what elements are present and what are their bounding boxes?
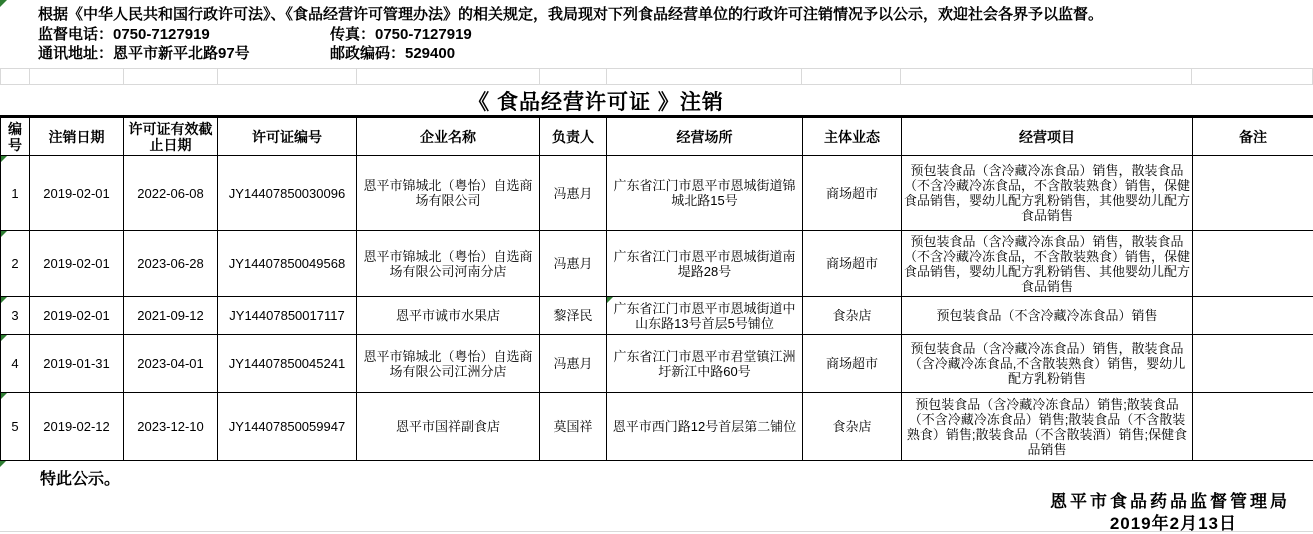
issuing-agency: 恩平市食品药品监督管理局 [1050,492,1290,511]
cell-expiry-date: 2022-06-08 [124,156,218,231]
cell-expiry-date: 2023-06-28 [124,231,218,297]
cell-license-no: JY14407850045241 [218,335,357,393]
table-header-row [1,118,1313,156]
header-place: 经营场所 [607,118,803,156]
cell-place: 广东省江门市恩平市恩城街道锦城北路15号 [607,156,803,231]
error-indicator-triangle [1,156,7,162]
intro-block [38,5,1103,64]
cell-no: 3 [1,297,30,335]
mailing-address: 通讯地址：恩平市新平北路97号 [38,45,250,62]
cell-expiry-date: 2023-04-01 [124,335,218,393]
cell-remark [1193,335,1313,393]
intro-paragraph: 根据《中华人民共和国行政许可法》、《食品经营许可管理办法》的相关规定，我局现对下列食品经营单位的行政许可注销情况予以公示，欢迎社会各界予以监督。 [38,6,1104,23]
cell-expiry-date: 2021-09-12 [124,297,218,335]
cell-company: 恩平市锦城北（粤怡）自选商场有限公司 [357,156,540,231]
cell-company: 恩平市诚市水果店 [357,297,540,335]
cell-person: 冯惠月 [540,231,607,297]
cell-no: 2 [1,231,30,297]
cell-person: 冯惠月 [540,335,607,393]
notice-text: 特此公示。 [40,471,121,488]
cell-license-no: JY14407850059947 [218,393,357,461]
cell-items: 预包装食品（含冷藏冷冻食品）销售;散装食品（不含冷藏冷冻食品）销售;散装食品（不含散装熟食）销售;散装食品（不含散装酒）销售;保健食品销售 [902,393,1193,461]
cell-business-type: 食杂店 [803,297,902,335]
cell-items: 预包装食品（含冷藏冷冻食品）销售，散装食品（不含冷藏冷冻食品，不含散装熟食）销售，保健食品销售，婴幼儿配方乳粉销售、其他婴幼儿配方食品销售 [902,231,1193,297]
supervision-phone: 监督电话：0750-7127919 [38,25,210,43]
title-row [0,86,1313,117]
table-row [1,393,1313,461]
cell-no: 4 [1,335,30,393]
cell-cancel-date: 2019-02-01 [30,297,124,335]
table-row [1,335,1313,393]
cell-person: 冯惠月 [540,156,607,231]
cell-place: 广东省江门市恩平市恩城街道中山东路13号首层5号铺位 [607,297,803,335]
table-row [1,156,1313,231]
cell-person: 莫国祥 [540,393,607,461]
cell-company: 恩平市锦城北（粤怡）自选商场有限公司江洲分店 [357,335,540,393]
cell-license-no: JY14407850030096 [218,156,357,231]
header-no: 编号 [1,118,30,156]
cell-cancel-date: 2019-02-12 [30,393,124,461]
cell-business-type: 商场超市 [803,335,902,393]
cell-license-no: JY14407850017117 [218,297,357,335]
error-indicator-triangle [1,335,7,341]
error-indicator-triangle [1,297,7,303]
fax-number: 传真：0750-7127919 [330,25,472,43]
empty-grid-row [0,68,1313,85]
cell-company: 恩平市国祥副食店 [357,393,540,461]
cell-no: 5 [1,393,30,461]
cell-place: 广东省江门市恩平市恩城街道南堤路28号 [607,231,803,297]
cell-items: 预包装食品（含冷藏冷冻食品）销售，散装食品（不含冷藏冷冻食品，不含散装熟食）销售，保健食品销售，婴幼儿配方乳粉销售，其他婴幼儿配方食品销售 [902,156,1193,231]
cell-remark [1193,231,1313,297]
header-company: 企业名称 [357,118,540,156]
error-indicator-triangle [1,231,7,237]
cell-business-type: 商场超市 [803,156,902,231]
cell-remark [1193,393,1313,461]
cancellation-table [0,117,1313,461]
cell-remark [1193,297,1313,335]
error-indicator-triangle [0,461,6,467]
error-indicator-triangle [607,297,613,303]
header-person: 负责人 [540,118,607,156]
cell-cancel-date: 2019-02-01 [30,231,124,297]
cell-company: 恩平市锦城北（粤怡）自选商场有限公司河南分店 [357,231,540,297]
cell-business-type: 食杂店 [803,393,902,461]
bottom-gridline [0,531,1313,532]
cell-cancel-date: 2019-02-01 [30,156,124,231]
postal-code: 邮政编码：529400 [330,45,456,62]
header-cancel-date: 注销日期 [30,118,124,156]
cell-remark [1193,156,1313,231]
cell-items: 预包装食品（含冷藏冷冻食品）销售，散装食品（含冷藏冷冻食品,不含散装熟食）销售，婴幼儿配方乳粉销售 [902,335,1193,393]
cell-no: 1 [1,156,30,231]
cell-business-type: 商场超市 [803,231,902,297]
header-license-no: 许可证编号 [218,118,357,156]
error-indicator-triangle [0,0,7,7]
header-remark: 备注 [1193,118,1313,156]
cell-cancel-date: 2019-01-31 [30,335,124,393]
error-indicator-triangle [1,393,7,399]
table-row [1,231,1313,297]
header-expiry-date: 许可证有效截止日期 [124,118,218,156]
cell-place: 广东省江门市恩平市君堂镇江洲圩新江中路60号 [607,335,803,393]
page-title: 《 食品经营许可证 》注销 [468,90,724,114]
cell-person: 黎泽民 [540,297,607,335]
table-row [1,297,1313,335]
header-business-type: 主体业态 [803,118,902,156]
cell-place: 恩平市西门路12号首层第二铺位 [607,393,803,461]
cell-expiry-date: 2023-12-10 [124,393,218,461]
issue-date: 2019年2月13日 [1109,514,1237,533]
header-items: 经营项目 [902,118,1193,156]
cell-items: 预包装食品（不含冷藏冷冻食品）销售 [902,297,1193,335]
cell-license-no: JY14407850049568 [218,231,357,297]
